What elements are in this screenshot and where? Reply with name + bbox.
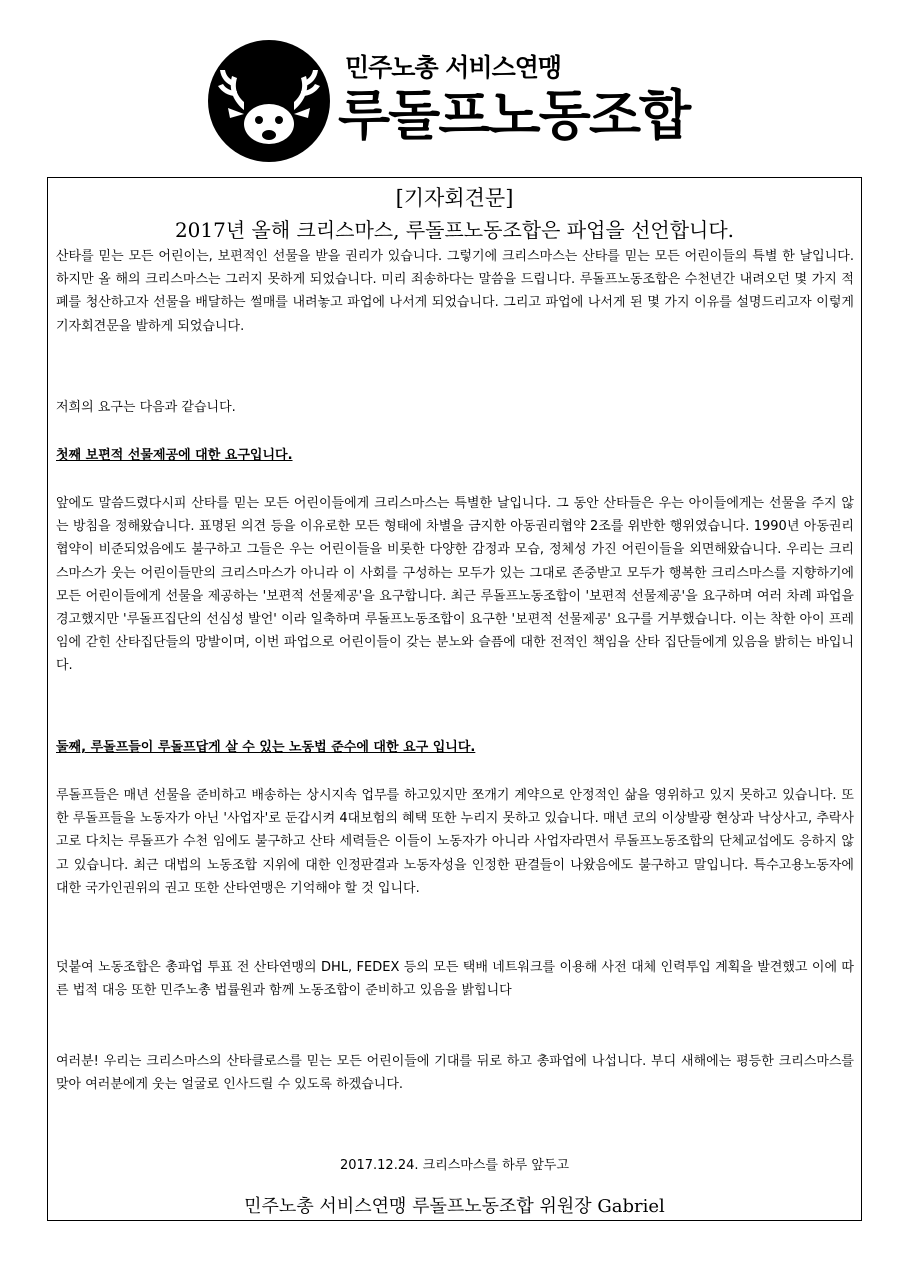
first-demand-heading: 첫째 보편적 선물제공에 대한 요구입니다.: [56, 448, 293, 463]
second-demand-paragraph: 루돌프들은 매년 선물을 준비하고 배송하는 상시지속 업무를 하고있지만 쪼개기 계약으로 안정적인 삶을 영위하고 있지 못하고 있습니다. 또한 루돌프들을 노동자가 아닌 '사업자'로 둔갑시켜 4대보험의 혜택 또한 누리지 못하고 있습니다. 매년 코의 이상발광 현상과 낙상사고, 추락사고로 다치는 루돌프가 수천 임에도 불구하고 산타 세력들은 이들이 노동자가 아니라 사업자라면서 루돌프노동조합의 단체교섭에도 응하지 않고 있습니다. 최근 대법의 노동조합 지위에 대한 인정판결과 노동자성을 인정한 판결들이 나왔음에도 불구하고 말입니다. 특수고용노동자에 대한 국가인권위의 권고 또한 산타연맹은 기억해야 할 것 입니다.: [56, 788, 854, 896]
second-demand-heading: 둘째, 루돌프들이 루돌프답게 살 수 있는 노동법 준수에 대한 요구 입니다.: [56, 740, 476, 755]
reindeer-logo-icon: [206, 38, 332, 164]
document-title: 2017년 올해 크리스마스, 루돌프노동조합은 파업을 선언합니다.: [174, 218, 735, 242]
intro-paragraph: 산타를 믿는 모든 어린이는, 보편적인 선물을 받을 권리가 있습니다. 그렇기에 크리스마스는 산타를 믿는 모든 어린이들의 특별 한 날입니다. 하지만 올 해의 크리스마스는 그러지 못하게 되었습니다. 미리 죄송하다는 말씀을 드립니다. 루돌프노동조합은 수천년간 내려오던 몇 가지 적폐를 청산하고자 선물을 배달하는 썰매를 내려놓고 파업에 나서게 되었습니다. 그리고 파업에 나서게 된 몇 가지 이유를 설명드리고자 이렇게 기자회견문을 발하게 되었습니다.: [56, 249, 854, 334]
signature: 민주노총 서비스연맹 루돌프노동조합 위원장 Gabriel: [244, 1196, 665, 1217]
first-demand-paragraph: 앞에도 말씀드렸다시피 산타를 믿는 모든 어린이들에게 크리스마스는 특별한 날입니다. 그 동안 산타들은 우는 아이들에게는 선물을 주지 않는 방침을 정해왔습니다. 표명된 의견 등을 이유로한 모든 형태에 차별을 금지한 아동권리협약 2조를 위반한 행위였습니다. 1990년 아동권리협약이 비준되었음에도 불구하고 그들은 우는 어린이들을 비롯한 다양한 감정과 모습, 정체성 가진 어린이들을 외면해왔습니다. 우리는 크리스마스가 웃는 어린이들만의 크리스마스가 아니라 이 사회를 구성하는 모두가 있는 그대로 존중받고 모두가 행복한 크리스마스를 지향하기에 모든 어린이들에게 선물을 제공하는 '보편적 선물제공'을 요구합니다. 최근 루돌프노동조합이 '보편적 선물제공'을 요구하며 여러 차례 파업을 경고했지만 '루돌프집단의 선심성 발언' 이라 일축하며 루돌프노동조합이 요구한 '보편적 선물제공' 요구를 거부했습니다. 이는 착한 아이 프레임에 갇힌 산타집단들의 망발이며, 이번 파업으로 어린이들이 갖는 분노와 슬픔에 대한 전적인 책임을 산타 집단들에게 있음을 밝히는 바입니다.: [56, 496, 854, 674]
demands-intro: 저희의 요구는 다음과 같습니다.: [56, 400, 236, 415]
press-release-box: [47, 177, 862, 1221]
header: [0, 0, 905, 178]
document-label: [기자회견문]: [395, 186, 514, 210]
additional-paragraph: 덧붙여 노동조합은 총파업 투표 전 산타연맹의 DHL, FEDEX 등의 모든 택배 네트워크를 이용해 사전 대체 인력투입 계획을 발견했고 이에 따른 법적 대응 또한 민주노총 법률원과 함께 노동조합이 준비하고 있음을 밝힙니다: [56, 960, 854, 999]
closing-paragraph: 여러분! 우리는 크리스마스의 산타클로스를 믿는 모든 어린이들에 기대를 뒤로 하고 총파업에 나섭니다. 부디 새해에는 평등한 크리스마스를 맞아 여러분에게 웃는 얼굴로 인사드릴 수 있도록 하겠습니다.: [56, 1054, 854, 1093]
document-date: 2017.12.24. 크리스마스를 하루 앞두고: [339, 1158, 570, 1173]
union-name-logo-text: 루돌프노동조합: [338, 84, 690, 147]
union-federation-name: 민주노총 서비스연맹: [345, 53, 562, 82]
